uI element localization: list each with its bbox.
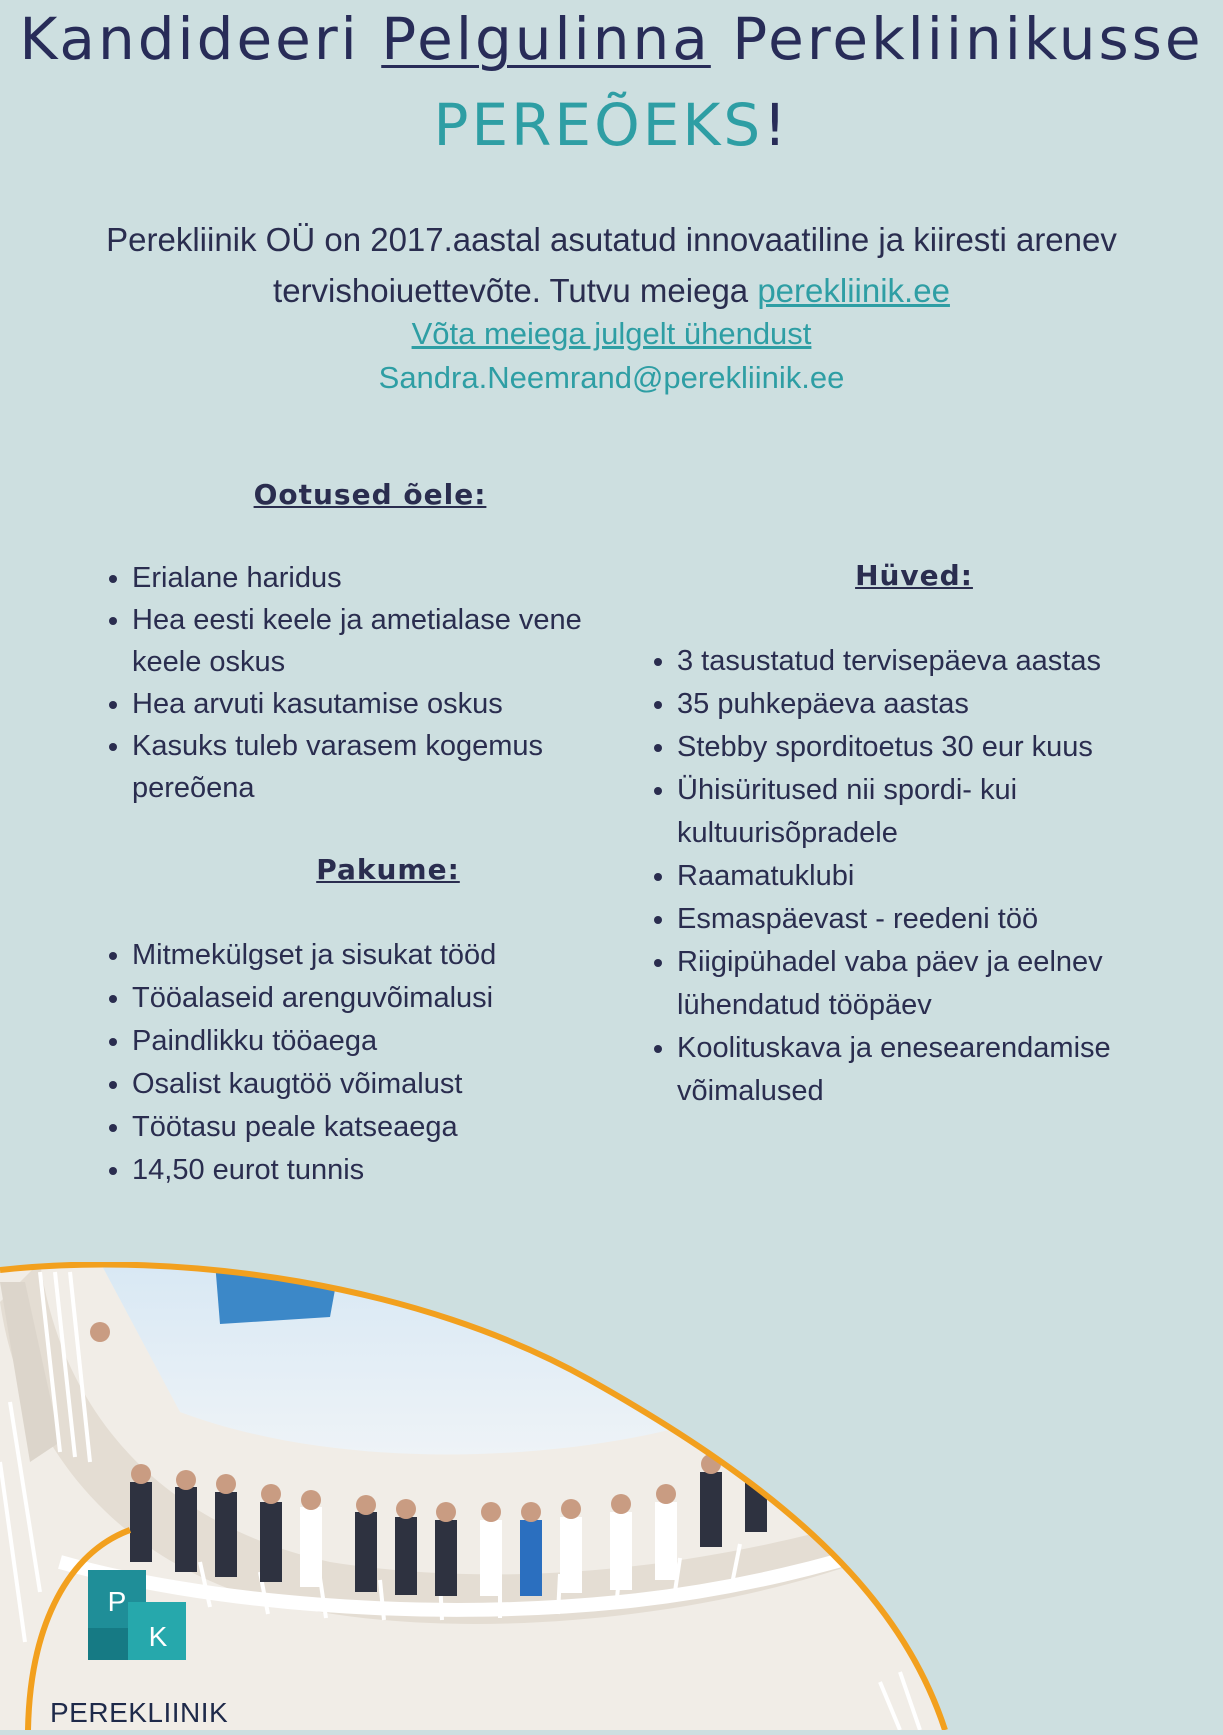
intro-text: Perekliinik OÜ on 2017.aastal asutatud innovaatiline ja kiiresti arenev tervishoiuettevõte. Tutvu meiega [106,221,1117,309]
expectations-list [92,557,632,809]
list-item: • 3 tasustatud tervisepäeva aastas [677,640,1197,683]
list-item: • 14,50 eurot tunnis [132,1149,632,1192]
team-photo-section [0,1262,1223,1730]
benefits-list-wrap [637,640,1197,1113]
list-item: • Hea arvuti kasutamise oskus [132,683,632,725]
expectations-heading: Ootused õele: [253,478,487,511]
offer-list-wrap [92,934,632,1192]
logo-letter-p: P [107,1586,127,1617]
title-post: Perekliinikusse [710,5,1204,73]
benefits-heading: Hüved: [855,559,973,592]
list-item: • Koolituskava ja enesearendamise võimalused [677,1027,1197,1113]
list-item: • Stebby sporditoetus 30 eur kuus [677,726,1197,769]
list-item: • Riigipühadel vaba päev ja eelnev lühendatud tööpäev [677,941,1197,1027]
list-item: • Raamatuklubi [677,855,1197,898]
list-item: • Erialane haridus [132,557,632,599]
list-item: • Tööalaseid arenguvõimalusi [132,977,632,1020]
contact-email[interactable]: Sandra.Neemrand@perekliinik.ee [378,360,845,395]
list-item: • Töötasu peale katseaega [132,1106,632,1149]
page-title-line1 [0,2,1223,76]
page-title-line2 [0,88,1223,162]
offer-heading: Pakume: [316,853,460,886]
team-photo [0,1262,1223,1730]
list-item: • Esmaspäevast - reedeni töö [677,898,1197,941]
logo-letter-k: K [148,1621,168,1652]
list-item: • Mitmekülgset ja sisukat tööd [132,934,632,977]
list-item: • 35 puhkepäeva aastas [677,683,1197,726]
list-item: • Kasuks tuleb varasem kogemus pereõena [132,725,632,809]
logo-wordmark: PEREKLIINIK [50,1697,229,1728]
offer-list [92,934,632,1192]
list-item: • Osalist kaugtöö võimalust [132,1063,632,1106]
benefits-list [637,640,1197,1113]
contact-link[interactable]: Võta meiega julgelt ühendust [411,316,812,351]
website-link[interactable]: perekliinik.ee [757,272,950,309]
list-item: • Ühisüritused nii spordi- kui kultuurisõpradele [677,769,1197,855]
expectations-list-wrap [92,557,632,809]
list-item: • Paindlikku tööaega [132,1020,632,1063]
list-item: • Hea eesti keele ja ametialase vene keele oskus [132,599,632,683]
title-exclamation: ! [763,91,790,159]
intro-paragraph [40,214,1183,316]
title-pre: Kandideeri [19,5,382,73]
title-underlined-word: Pelgulinna [381,5,711,73]
title-role: PEREÕEKS [433,91,764,159]
